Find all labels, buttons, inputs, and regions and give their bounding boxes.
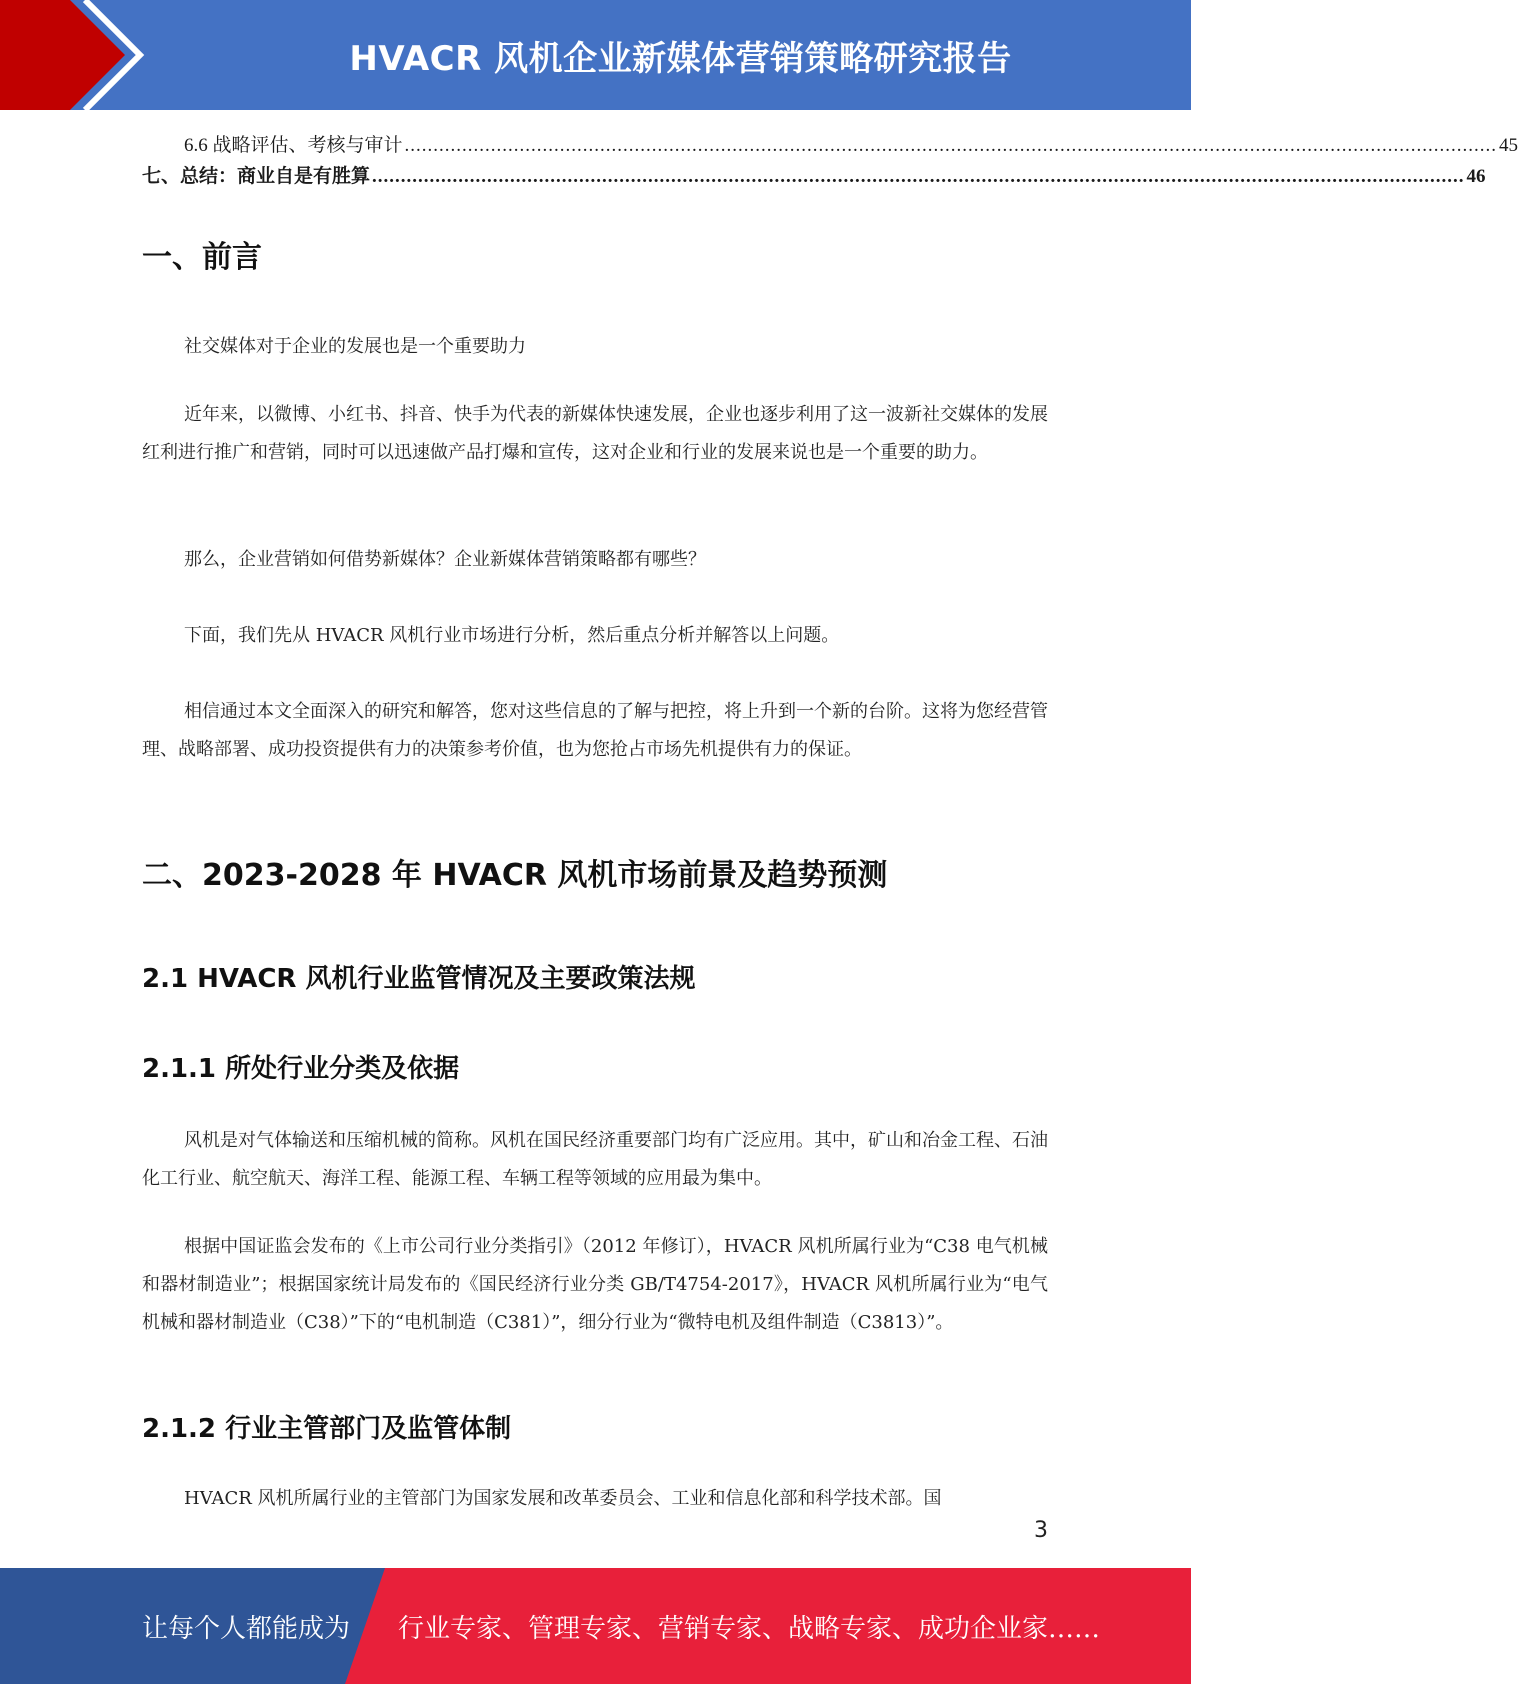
paragraph: HVACR 风机所属行业的主管部门为国家发展和改革委员会、工业和信息化部和科学技术部。国 [184,1488,942,1509]
footer-slogan-right: 行业专家、管理专家、营销专家、战略专家、成功企业家…… [398,1613,1101,1644]
toc-leader-dots: .............................................................................................................................................................................................. [372,166,1465,187]
footer-banner [0,1568,1191,1684]
paragraph: 社交媒体对于企业的发展也是一个重要助力 [184,336,526,357]
paragraph: 相信通过本文全面深入的研究和解答，您对这些信息的了解与把控，将上升到一个新的台阶。这将为您经营管理、战略部署、成功投资提供有力的决策参考价值，也为您抢占市场先机提供有力的保证。 [142,701,1048,760]
section-heading-market: 二、2023-2028 年 HVACR 风机市场前景及趋势预测 [142,858,888,893]
toc-entry[interactable] [142,161,1486,188]
subsection-heading: 2.1.1 所处行业分类及依据 [142,1054,460,1084]
subsection-heading: 2.1 HVACR 风机行业监管情况及主要政策法规 [142,964,696,994]
paragraph: 下面，我们先从 HVACR 风机行业市场进行分析，然后重点分析并解答以上问题。 [184,625,840,646]
header-banner [0,0,1191,110]
toc-leader-dots: .............................................................................................................................................................................................. [404,135,1498,156]
header-arrow-decoration [0,0,150,110]
toc-entry-page: 45 [1499,135,1518,156]
report-title: HVACR 风机企业新媒体营销策略研究报告 [349,38,1012,79]
toc-entry[interactable] [142,130,1518,157]
section-heading-preface: 一、前言 [142,240,262,275]
paragraph: 根据中国证监会发布的《上市公司行业分类指引》（2012 年修订），HVACR 风机所属行业为“C38 电气机械和器材制造业”；根据国家统计局发布的《国民经济行业分类 GB/T4754-2017》，HVACR 风机所属行业为“电气机械和器材制造业（C38）”下的“电机制造（C381）”，细分行业为“微特电机及组件制造（C3813）”。 [142,1236,1048,1333]
toc-entry-label: 6.6 战略评估、考核与审计 [184,135,403,156]
toc-entry-page: 46 [1466,166,1486,187]
paragraph: 近年来，以微博、小红书、抖音、快手为代表的新媒体快速发展，企业也逐步利用了这一波新社交媒体的发展红利进行推广和营销，同时可以迅速做产品打爆和宣传，这对企业和行业的发展来说也是一个重要的助力。 [142,404,1048,463]
paragraph: 那么，企业营销如何借势新媒体？企业新媒体营销策略都有哪些？ [184,549,706,570]
subsection-heading: 2.1.2 行业主管部门及监管体制 [142,1414,512,1444]
toc-entry-label: 七、总结：商业自是有胜算 [142,166,371,187]
page-number: 3 [1034,1518,1048,1543]
footer-slogan-left: 让每个人都能成为 [142,1613,351,1644]
paragraph: 风机是对气体输送和压缩机械的简称。风机在国民经济重要部门均有广泛应用。其中，矿山和冶金工程、石油化工行业、航空航天、海洋工程、能源工程、车辆工程等领域的应用最为集中。 [142,1130,1048,1189]
